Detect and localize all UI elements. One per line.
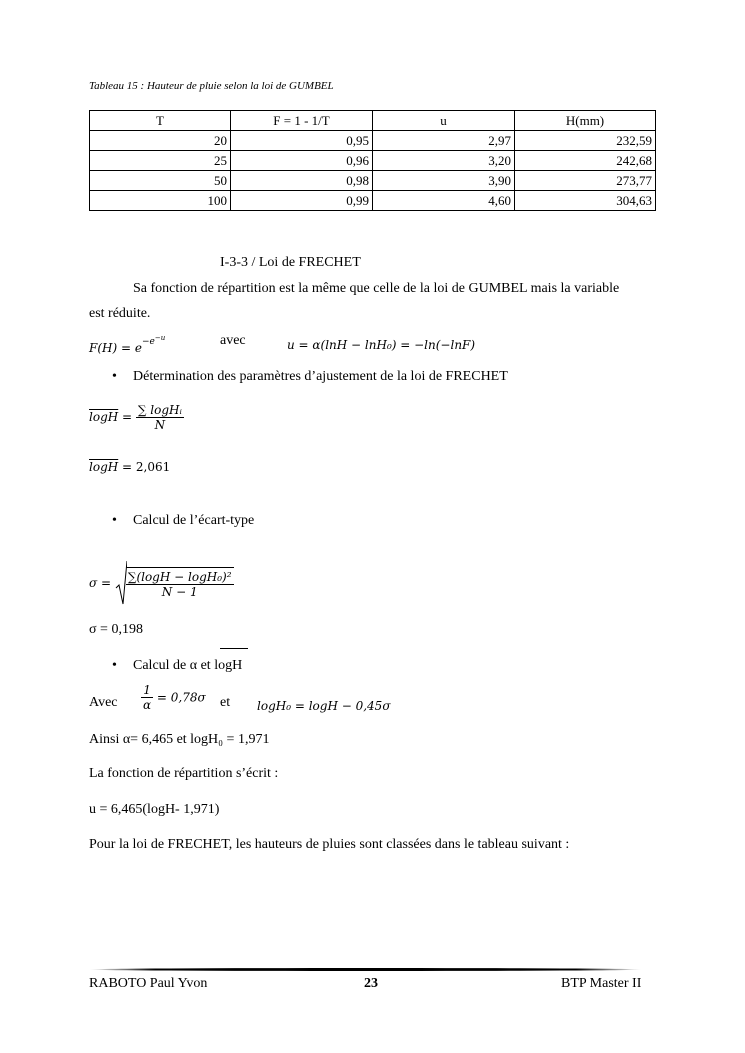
alpha-formula [141,683,206,712]
bullet-text: Détermination des paramètres d’ajustement de la loi de FRECHET [133,369,508,384]
footer-program: BTP Master II [561,976,642,991]
sigma-denominator: N − 1 [161,585,198,599]
bullet-text: Calcul de α et logH [133,658,243,673]
col-header-u: u [373,111,515,131]
result-line: Ainsi α= 6,465 et logH₀ = 1,971 [89,732,270,747]
cell-t: 25 [90,151,231,171]
cell-f: 0,99 [231,191,373,211]
mean-numerator: ∑ logHᵢ [137,403,182,417]
overline-mark [220,648,248,649]
bullet-std-dev [112,513,255,529]
bullet-text: Calcul de l’écart-type [133,513,255,528]
bullet-icon: • [112,369,117,384]
table-row [90,171,656,191]
formula-exponent-2: −u [154,334,166,342]
et-label: et [220,695,231,710]
cell-h: 232,59 [515,131,656,151]
gumbel-table [89,110,656,211]
cell-t: 100 [90,191,231,211]
mean-value-rhs: = 2,061 [118,460,171,474]
table-row [90,191,656,211]
footer-divider [89,968,642,971]
alpha-frac-rhs: = 0,78σ [153,690,206,705]
cell-h: 304,63 [515,191,656,211]
col-header-f: F = 1 - 1/T [231,111,373,131]
intro-line-2: est réduite. [89,306,151,321]
bullet-icon: • [112,658,117,673]
repartition-label: La fonction de répartition s’écrit : [89,766,279,781]
cell-u: 3,90 [373,171,515,191]
cell-t: 50 [90,171,231,191]
mean-eq: = [118,410,136,424]
sigma-lhs: σ = [89,576,115,590]
logh0-formula: logH₀ = logH − 0,45σ [257,699,391,713]
mean-denominator: N [154,418,166,432]
cell-u: 2,97 [373,131,515,151]
table-row [90,131,656,151]
page-number: 23 [364,976,378,991]
bullet-icon: • [112,513,117,528]
sigma-value: σ = 0,198 [89,622,143,637]
col-header-h: H(mm) [515,111,656,131]
table-header-row [90,111,656,131]
table-caption: Tableau 15 : Hauteur de pluie selon la loi de GUMBEL [89,80,334,92]
cell-f: 0,96 [231,151,373,171]
mean-value-lhs: logH [89,460,119,474]
alpha-frac-num: 1 [141,683,153,698]
mean-log-value [89,460,170,474]
section-title: I-3-3 / Loi de FRECHET [220,255,361,270]
cell-h: 242,68 [515,151,656,171]
mean-log-formula [89,403,184,432]
formula-exponent: −e [141,337,155,347]
table-row [90,151,656,171]
footer-author: RABOTO Paul Yvon [89,976,208,991]
sigma-formula [89,560,234,606]
sigma-numerator: ∑(logH − logH₀)² [127,570,232,584]
cell-u: 4,60 [373,191,515,211]
repartition-equation: u = 6,465(logH- 1,971) [89,802,220,817]
alpha-frac-den: α [143,698,152,712]
formula-lhs: F(H) = e [89,341,142,355]
bullet-alpha [112,658,243,674]
cell-f: 0,98 [231,171,373,191]
reduced-variable-formula: u = α(lnH − lnH₀) = −ln(−lnF) [287,338,476,352]
avec-label-2: Avec [89,695,118,710]
cell-h: 273,77 [515,171,656,191]
cell-f: 0,95 [231,131,373,151]
mean-lhs: logH [89,410,119,424]
frechet-distribution-formula [89,334,166,355]
avec-label: avec [220,333,246,348]
cell-u: 3,20 [373,151,515,171]
bullet-parameters [112,369,508,385]
col-header-t: T [90,111,231,131]
conclusion-text: Pour la loi de FRECHET, les hauteurs de pluies sont classées dans le tableau suivant : [89,837,570,852]
intro-line-1: Sa fonction de répartition est la même que celle de la loi de GUMBEL mais la variable [133,281,620,296]
cell-t: 20 [90,131,231,151]
